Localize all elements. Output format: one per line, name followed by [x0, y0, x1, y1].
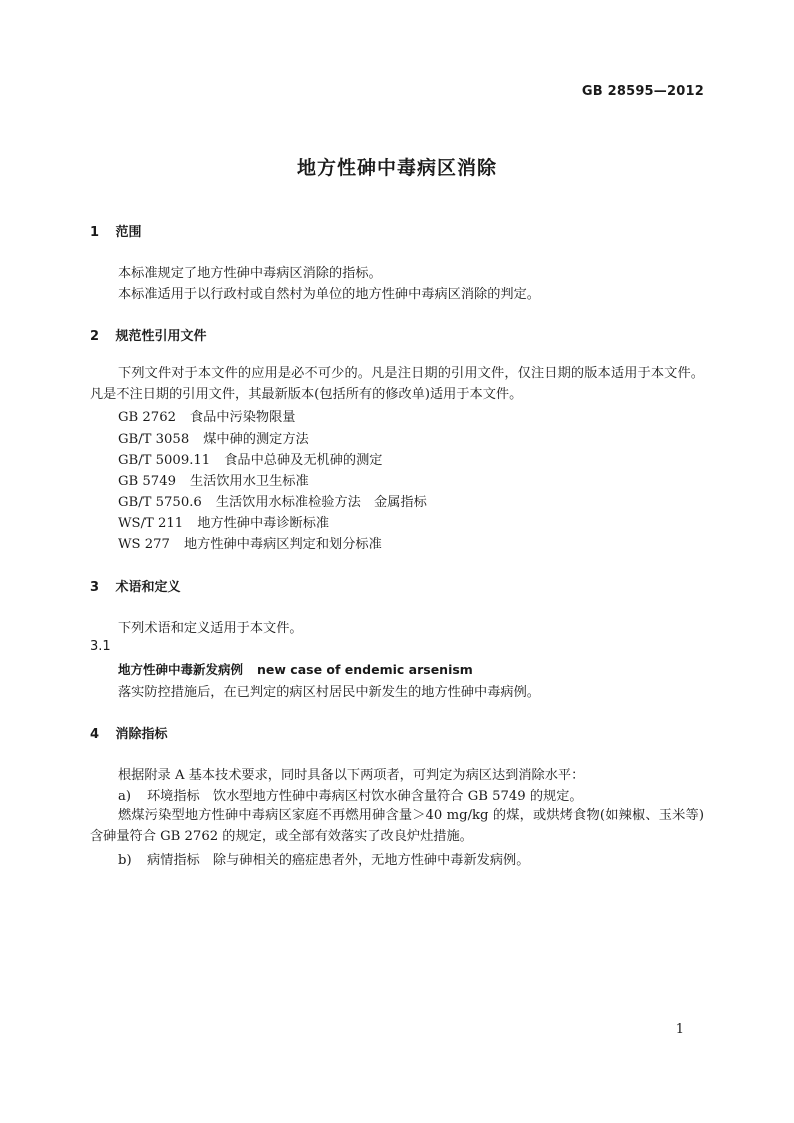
reference-title: 生活饮用水标准检验方法 金属指标: [215, 495, 427, 510]
reference-code: GB 2762: [118, 410, 176, 425]
term-chinese: 地方性砷中毒新发病例: [118, 662, 244, 677]
section-number: 2: [90, 329, 100, 344]
reference-code: GB/T 5009.11: [118, 453, 211, 468]
reference-title: 食品中总砷及无机砷的测定: [224, 453, 383, 468]
reference-item: [118, 449, 382, 468]
section-title: 术语和定义: [115, 580, 181, 595]
term-english: new case of endemic arsenism: [257, 662, 473, 677]
section-1-heading: [90, 221, 142, 240]
list-item-label: b): [118, 853, 132, 868]
paragraph: 燃煤污染型地方性砷中毒病区家庭不再燃用砷含量＞40 mg/kg 的煤，或烘烤食物(如辣椒、玉米等)含砷量符合 GB 2762 的规定，或全部有效落实了改良炉灶措施。: [90, 808, 704, 844]
reference-item: [118, 428, 309, 447]
list-item-label: a): [118, 789, 132, 804]
reference-code: WS 277: [118, 537, 170, 552]
page-number: 1: [675, 1022, 684, 1037]
list-item-text: 病情指标 除与砷相关的癌症患者外，无地方性砷中毒新发病例。: [147, 853, 530, 868]
paragraph: 下列文件对于本文件的应用是必不可少的。凡是注日期的引用文件，仅注日期的版本适用于本文件。凡是不注日期的引用文件，其最新版本(包括所有的修改单)适用于本文件。: [90, 366, 704, 402]
section-title: 范围: [115, 225, 142, 240]
reference-code: GB 5749: [118, 474, 176, 489]
reference-item: [118, 470, 309, 489]
reference-item: [118, 491, 427, 510]
reference-item: [118, 406, 295, 425]
section-2-heading: [90, 325, 207, 344]
paragraph: 根据附录 A 基本技术要求，同时具备以下两项者，可判定为病区达到消除水平：: [118, 768, 585, 783]
section-3-heading: [90, 576, 181, 595]
list-item-a: [118, 785, 583, 804]
section-number: 3: [90, 580, 100, 595]
term-title: [118, 660, 473, 678]
section-number: 1: [90, 225, 100, 240]
page-title: 地方性砷中毒病区消除: [296, 157, 497, 179]
reference-code: GB/T 5750.6: [118, 495, 202, 510]
list-item-b: [118, 849, 529, 868]
reference-title: 煤中砷的测定方法: [203, 432, 309, 447]
standard-code: GB 28595—2012: [581, 84, 704, 99]
reference-item: [118, 533, 382, 552]
paragraph: 下列术语和定义适用于本文件。: [118, 621, 303, 636]
paragraph: 本标准规定了地方性砷中毒病区消除的指标。: [118, 266, 382, 281]
reference-title: 生活饮用水卫生标准: [189, 474, 309, 489]
reference-item: [118, 512, 329, 531]
term-definition: 落实防控措施后，在已判定的病区村居民中新发生的地方性砷中毒病例。: [118, 685, 540, 700]
subsection-number: 3.1: [90, 639, 111, 654]
section-number: 4: [90, 727, 100, 742]
section-title: 规范性引用文件: [115, 329, 207, 344]
reference-code: WS/T 211: [118, 516, 184, 531]
reference-title: 食品中污染物限量: [189, 410, 296, 425]
section-title: 消除指标: [115, 727, 168, 742]
reference-title: 地方性砷中毒诊断标准: [197, 516, 330, 531]
reference-code: GB/T 3058: [118, 432, 190, 447]
reference-title: 地方性砷中毒病区判定和划分标准: [183, 537, 382, 552]
list-item-text: 环境指标 饮水型地方性砷中毒病区村饮水砷含量符合 GB 5749 的规定。: [147, 789, 583, 804]
paragraph: 本标准适用于以行政村或自然村为单位的地方性砷中毒病区消除的判定。: [118, 287, 540, 302]
section-4-heading: [90, 723, 168, 742]
